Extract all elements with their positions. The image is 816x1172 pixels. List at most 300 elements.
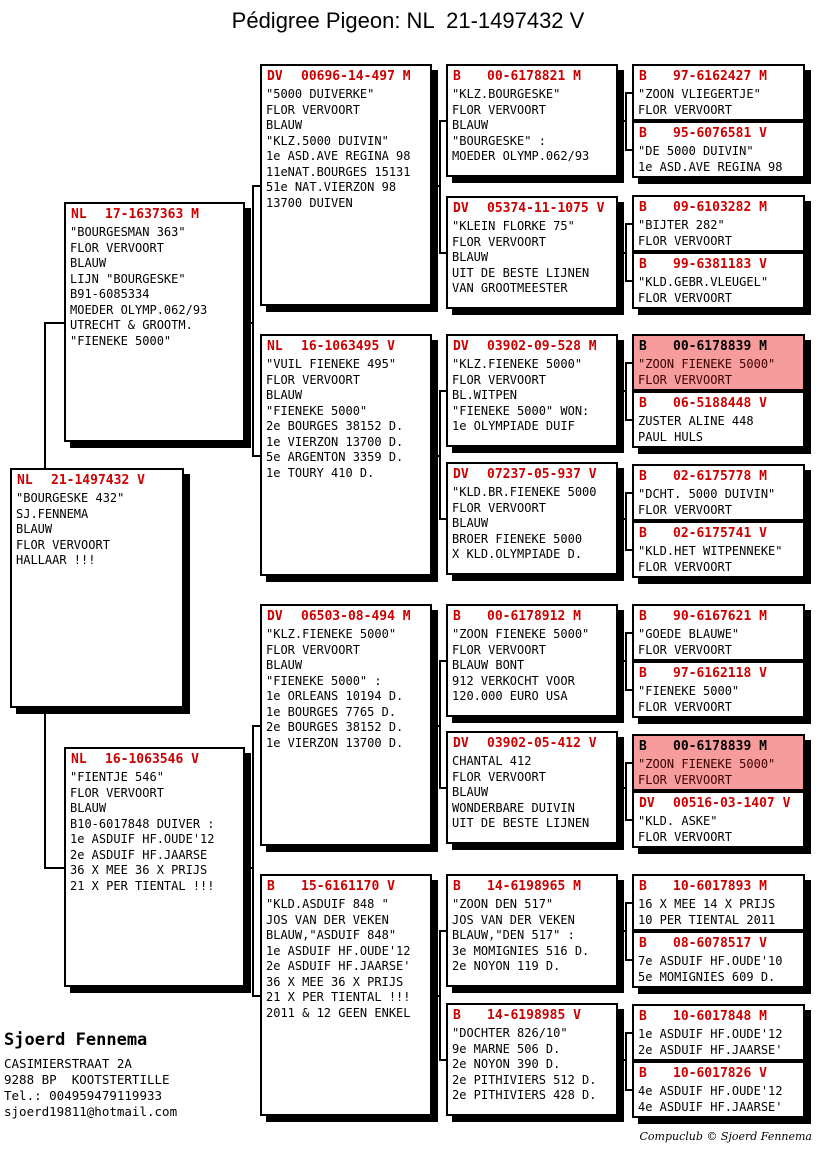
pigeon-info-line: "ZOON DEN 517" xyxy=(452,897,554,911)
pigeon-details xyxy=(262,895,430,1021)
pigeon-details xyxy=(634,952,803,985)
pigeon-info-line: "KLZ.BOURGESKE" xyxy=(452,87,561,101)
owner-address xyxy=(4,1056,177,1120)
country-code: B xyxy=(639,879,647,894)
page-title: Pédigree Pigeon: NL 21-1497432 V xyxy=(231,8,585,33)
connector-line xyxy=(625,223,627,282)
pigeon-info-line: 21 X PER TIENTAL !!! xyxy=(266,990,411,1004)
pigeon-info-line: "KLD. ASKE" xyxy=(638,814,718,828)
pigeon-info-line: "KLD.HET WITPENNEKE" xyxy=(638,544,783,558)
pigeon-info-line: "KLZ.5000 DUIVIN" xyxy=(266,133,389,148)
pedigree-box-gp-2 xyxy=(260,334,432,576)
connector-line xyxy=(625,959,632,961)
connector-line xyxy=(625,902,627,961)
pigeon-details xyxy=(448,355,616,435)
ring-number: 95-6076581 V xyxy=(673,126,767,141)
connector-line xyxy=(439,930,441,1061)
pigeon-info-line: 5e MOMIGNIES 609 D. xyxy=(638,969,776,984)
pedigree-box-gggp-3 xyxy=(632,195,805,252)
pigeon-info-line: 10 PER TIENTAL 2011 xyxy=(638,912,776,927)
ring-number: 05374-11-1075 V xyxy=(487,201,605,216)
pigeon-details xyxy=(634,625,803,658)
pigeon-info-line: VAN GROOTMEESTER xyxy=(452,281,568,295)
pigeon-info-line: 1e VIERZON 13700 D. xyxy=(266,434,404,449)
pedigree-box-gggp-9 xyxy=(632,604,805,661)
pedigree-box-ggp-7 xyxy=(446,874,618,987)
pedigree-box-gp-1 xyxy=(260,64,432,306)
pigeon-info-line: "FIENEKE 5000" WON: xyxy=(452,403,590,418)
connector-line xyxy=(44,867,64,869)
connector-line xyxy=(439,518,446,520)
connector-line xyxy=(44,322,64,324)
ring-number: 90-6167621 M xyxy=(673,609,767,624)
ring-number: 14-6198965 M xyxy=(487,879,581,894)
ring-header xyxy=(448,876,616,895)
pigeon-info-line: WONDERBARE DUIVIN xyxy=(452,800,575,815)
ring-header xyxy=(262,66,430,85)
ring-header xyxy=(634,254,803,273)
ring-header xyxy=(12,470,182,489)
pedigree-box-ggp-2 xyxy=(446,196,618,309)
pigeon-info-line: PAUL HULS xyxy=(638,429,704,444)
country-code: B xyxy=(639,339,647,354)
pigeon-info-line: 1e ASDUIF HF.OUDE'12 xyxy=(70,832,215,846)
pedigree-box-ggp-5 xyxy=(446,604,618,717)
country-code: NL xyxy=(71,752,87,767)
ring-number: 14-6198985 V xyxy=(487,1008,581,1023)
pigeon-details xyxy=(634,355,803,388)
pigeon-info-line: BLAUW xyxy=(70,801,107,815)
connector-line xyxy=(625,762,632,764)
country-code: B xyxy=(639,469,647,484)
connector-line xyxy=(625,280,632,282)
connector-line xyxy=(439,390,441,520)
connector-line xyxy=(618,518,625,520)
connector-line xyxy=(439,660,441,789)
pigeon-info-line: BLAUW BONT xyxy=(452,658,525,672)
connector-line xyxy=(625,549,632,551)
pigeon-info-line: B10-6017848 DUIVER : xyxy=(70,816,215,831)
connector-line xyxy=(439,390,446,392)
ring-number: 00-6178912 M xyxy=(487,609,581,624)
connector-line xyxy=(439,1059,446,1061)
ring-number: 00-6178821 M xyxy=(487,69,581,84)
pigeon-details xyxy=(634,1025,803,1058)
connector-line xyxy=(618,120,625,122)
pigeon-details xyxy=(634,1082,803,1115)
pigeon-info-line: FLOR VERVOORT xyxy=(638,290,732,305)
pigeon-info-line: BLAUW xyxy=(70,256,107,270)
pigeon-info-line: FLOR VERVOORT xyxy=(638,772,732,787)
pigeon-info-line: LIJN "BOURGESKE" xyxy=(70,271,186,286)
watermark: Compuclub © Sjoerd Fennema xyxy=(639,1130,812,1143)
ring-number: 00696-14-497 M xyxy=(301,69,411,84)
connector-line xyxy=(252,185,254,457)
pigeon-info-line: FLOR VERVOORT xyxy=(638,102,732,117)
ring-header xyxy=(448,336,616,355)
ring-number: 16-1063546 V xyxy=(105,752,199,767)
ring-number: 02-6175741 V xyxy=(673,526,767,541)
connector-line xyxy=(432,725,439,727)
ring-number: 17-1637363 M xyxy=(105,207,199,222)
pedigree-box-gggp-8 xyxy=(632,521,805,578)
pigeon-info-line: "ZOON FIENEKE 5000" xyxy=(452,627,590,641)
country-code: NL xyxy=(267,339,283,354)
pedigree-box-gggp-11 xyxy=(632,734,805,791)
pigeon-info-line: "KLD.GEBR.VLEUGEL" xyxy=(638,275,769,289)
ring-number: 00516-03-1407 V xyxy=(673,796,791,811)
pigeon-info-line: BROER FIENEKE 5000 xyxy=(452,531,583,546)
pedigree-box-ggp-1 xyxy=(446,64,618,177)
owner-name: Sjoerd Fennema xyxy=(4,1030,148,1050)
pigeon-info-line: "FIENEKE 5000" : xyxy=(266,673,382,688)
connector-line xyxy=(252,725,254,997)
pedigree-box-ggp-3 xyxy=(446,334,618,447)
connector-line xyxy=(625,92,627,151)
connector-line xyxy=(618,930,625,932)
country-code: DV xyxy=(453,467,469,482)
ring-number: 10-6017893 M xyxy=(673,879,767,894)
pigeon-info-line: FLOR VERVOORT xyxy=(452,642,546,657)
pigeon-info-line: 1e BOURGES 7765 D. xyxy=(266,704,397,719)
pigeon-info-line: JOS VAN DER VEKEN xyxy=(266,912,389,927)
ring-number: 97-6162427 M xyxy=(673,69,767,84)
pigeon-info-line: 1e ASD.AVE REGINA 98 xyxy=(266,149,411,163)
country-code: NL xyxy=(17,473,33,488)
pigeon-info-line: "KLZ.FIENEKE 5000" xyxy=(452,357,583,371)
ring-number: 97-6162118 V xyxy=(673,666,767,681)
pigeon-details xyxy=(634,485,803,518)
pigeon-info-line: BLAUW,"ASDUIF 848" xyxy=(266,928,397,942)
ring-header xyxy=(634,393,803,412)
pigeon-info-line: 11eNAT.BOURGES 15131 xyxy=(266,164,411,179)
pigeon-info-line: BLAUW xyxy=(452,785,489,799)
country-code: B xyxy=(639,1066,647,1081)
pedigree-box-gggp-4 xyxy=(632,252,805,309)
ring-number: 02-6175778 M xyxy=(673,469,767,484)
pedigree-box-gp-4 xyxy=(260,874,432,1116)
pigeon-details xyxy=(66,223,243,349)
pedigree-box-gggp-5 xyxy=(632,334,805,391)
pigeon-info-line: 5e ARGENTON 3359 D. xyxy=(266,450,404,464)
ring-number: 99-6381183 V xyxy=(673,257,767,272)
connector-line xyxy=(252,455,260,457)
pigeon-details xyxy=(634,895,803,928)
connector-line xyxy=(439,660,446,662)
ring-number: 16-1063495 V xyxy=(301,339,395,354)
pigeon-info-line: BL.WITPEN xyxy=(452,388,518,402)
connector-line xyxy=(432,455,439,457)
pigeon-info-line: FLOR VERVOORT xyxy=(452,769,546,784)
pigeon-details xyxy=(66,768,243,894)
ring-header xyxy=(634,1006,803,1025)
pigeon-info-line: sjoerd19811@hotmail.com xyxy=(4,1104,178,1119)
connector-line xyxy=(439,120,441,254)
ring-header xyxy=(448,464,616,483)
pigeon-info-line: "KLD.BR.FIENEKE 5000 xyxy=(452,485,597,499)
pigeon-info-line: CHANTAL 412 xyxy=(452,754,532,768)
ring-header xyxy=(634,197,803,216)
pigeon-details xyxy=(634,682,803,715)
pigeon-info-line: 120.000 EURO USA xyxy=(452,689,568,703)
country-code: B xyxy=(639,526,647,541)
pigeon-info-line: 9e MARNE 506 D. xyxy=(452,1041,561,1056)
pigeon-info-line: "BOURGESMAN 363" xyxy=(70,225,186,239)
pigeon-info-line: BLAUW xyxy=(266,118,303,132)
pigeon-details xyxy=(634,273,803,306)
pigeon-info-line: B91-6085334 xyxy=(70,287,150,301)
pigeon-info-line: "KLZ.FIENEKE 5000" xyxy=(266,627,397,641)
ring-number: 06-5188448 V xyxy=(673,396,767,411)
connector-line xyxy=(618,252,625,254)
pigeon-info-line: "FIENTJE 546" xyxy=(70,770,164,784)
pigeon-details xyxy=(634,142,803,175)
pigeon-info-line: 2e PITHIVIERS 428 D. xyxy=(452,1088,597,1102)
pigeon-info-line: 51e NAT.VIERZON 98 xyxy=(266,180,397,194)
pigeon-details xyxy=(448,483,616,563)
country-code: B xyxy=(639,396,647,411)
ring-header xyxy=(448,66,616,85)
pigeon-info-line: 2e PITHIVIERS 512 D. xyxy=(452,1072,597,1087)
pigeon-info-line: 36 X MEE 36 X PRIJS xyxy=(70,863,208,877)
country-code: DV xyxy=(453,339,469,354)
connector-line xyxy=(618,390,625,392)
pigeon-info-line: UIT DE BESTE LIJNEN xyxy=(452,265,590,280)
country-code: B xyxy=(453,879,461,894)
connector-line xyxy=(625,689,632,691)
pedigree-box-ggp-6 xyxy=(446,731,618,844)
pigeon-info-line: 13700 DUIVEN xyxy=(266,195,353,210)
pigeon-info-line: FLOR VERVOORT xyxy=(452,500,546,515)
pigeon-info-line: 2e BOURGES 38152 D. xyxy=(266,419,404,433)
connector-line xyxy=(439,787,446,789)
pedigree-box-ggp-4 xyxy=(446,462,618,575)
country-code: DV xyxy=(639,796,655,811)
connector-line xyxy=(625,92,632,94)
ring-number: 09-6103282 M xyxy=(673,200,767,215)
pigeon-info-line: MOEDER OLYMP.062/93 xyxy=(452,149,590,163)
connector-line xyxy=(625,1032,627,1091)
pigeon-info-line: UTRECHT & GROOTM. xyxy=(70,318,193,332)
pigeon-details xyxy=(448,895,616,975)
pigeon-details xyxy=(634,755,803,788)
connector-line xyxy=(44,322,46,468)
pigeon-info-line: 2e BOURGES 38152 D. xyxy=(266,720,404,734)
ring-header xyxy=(634,793,803,812)
pigeon-info-line: "BIJTER 282" xyxy=(638,218,725,232)
ring-header xyxy=(634,523,803,542)
pigeon-info-line: 2e ASDUIF HF.JAARSE' xyxy=(266,959,411,973)
pigeon-details xyxy=(634,412,803,445)
country-code: B xyxy=(639,126,647,141)
connector-line xyxy=(625,632,627,691)
pigeon-info-line: 3e MOMIGNIES 516 D. xyxy=(452,943,590,958)
connector-line xyxy=(625,1032,632,1034)
country-code: B xyxy=(639,200,647,215)
ring-number: 15-6161170 V xyxy=(301,879,395,894)
pigeon-info-line: 2011 & 12 GEEN ENKEL xyxy=(266,1005,411,1020)
pigeon-info-line: "VUIL FIENEKE 495" xyxy=(266,357,397,371)
pigeon-details xyxy=(448,85,616,165)
ring-header xyxy=(262,876,430,895)
ring-header xyxy=(262,336,430,355)
ring-header xyxy=(262,606,430,625)
ring-header xyxy=(66,204,243,223)
pigeon-info-line: BLAUW xyxy=(266,388,303,402)
ring-number: 10-6017826 V xyxy=(673,1066,767,1081)
pigeon-info-line: "DOCHTER 826/10" xyxy=(452,1026,568,1040)
connector-line xyxy=(618,1059,625,1061)
pigeon-info-line: FLOR VERVOORT xyxy=(638,502,732,517)
pigeon-info-line: FLOR VERVOORT xyxy=(638,699,732,714)
country-code: DV xyxy=(267,69,283,84)
pigeon-info-line: 36 X MEE 36 X PRIJS xyxy=(266,974,404,989)
connector-line xyxy=(625,632,632,634)
ring-header xyxy=(448,198,616,217)
pigeon-info-line: 2e NOYON 119 D. xyxy=(452,959,561,973)
pigeon-details xyxy=(448,752,616,832)
pigeon-info-line: 1e VIERZON 13700 D. xyxy=(266,735,404,750)
ring-header xyxy=(634,663,803,682)
pigeon-details xyxy=(634,216,803,249)
pigeon-info-line: FLOR VERVOORT xyxy=(638,829,732,844)
connector-line xyxy=(245,867,252,869)
pedigree-box-mother xyxy=(64,747,245,987)
pigeon-info-line: FLOR VERVOORT xyxy=(638,559,732,574)
pigeon-info-line: BLAUW xyxy=(16,522,53,536)
pigeon-info-line: "FIENEKE 5000" xyxy=(266,403,368,418)
pigeon-info-line: FLOR VERVOORT xyxy=(452,234,546,249)
pigeon-info-line: BLAUW xyxy=(452,118,489,132)
connector-line xyxy=(625,419,632,421)
country-code: NL xyxy=(71,207,87,222)
ring-header xyxy=(634,876,803,895)
pigeon-details xyxy=(262,85,430,211)
ring-header xyxy=(634,123,803,142)
ring-header xyxy=(448,733,616,752)
connector-line xyxy=(625,902,632,904)
pigeon-details xyxy=(262,625,430,751)
pigeon-info-line: FLOR VERVOORT xyxy=(70,785,164,800)
connector-line xyxy=(432,995,439,997)
pigeon-info-line: "FIENEKE 5000" xyxy=(638,684,740,698)
pigeon-info-line: 912 VERKOCHT VOOR xyxy=(452,673,575,688)
pigeon-info-line: FLOR VERVOORT xyxy=(16,537,110,552)
pigeon-info-line: "DE 5000 DUIVIN" xyxy=(638,144,754,158)
country-code: DV xyxy=(267,609,283,624)
pedigree-box-gggp-2 xyxy=(632,121,805,178)
pigeon-info-line: "DCHT. 5000 DUIVIN" xyxy=(638,487,776,501)
pigeon-info-line: FLOR VERVOORT xyxy=(638,372,732,387)
pigeon-info-line: "ZOON VLIEGERTJE" xyxy=(638,87,761,101)
pigeon-info-line: 7e ASDUIF HF.OUDE'10 xyxy=(638,954,783,968)
ring-header xyxy=(634,66,803,85)
connector-line xyxy=(44,708,46,867)
ring-header xyxy=(634,933,803,952)
pedigree-box-gggp-6 xyxy=(632,391,805,448)
country-code: B xyxy=(639,609,647,624)
pigeon-info-line: "GOEDE BLAUWE" xyxy=(638,627,740,641)
pigeon-info-line: X KLD.OLYMPIADE D. xyxy=(452,547,583,561)
pigeon-info-line: 1e OLYMPIADE DUIF xyxy=(452,419,575,433)
connector-line xyxy=(439,930,446,932)
pigeon-info-line: FLOR VERVOORT xyxy=(266,642,360,657)
pedigree-box-subject xyxy=(10,468,184,708)
connector-line xyxy=(439,120,446,122)
pigeon-info-line: FLOR VERVOORT xyxy=(452,372,546,387)
ring-header xyxy=(634,1063,803,1082)
pigeon-details xyxy=(262,355,430,481)
pigeon-info-line: 4e ASDUIF HF.JAARSE' xyxy=(638,1099,783,1114)
ring-header xyxy=(448,606,616,625)
pigeon-details xyxy=(448,1024,616,1104)
connector-line xyxy=(625,1089,632,1091)
pedigree-box-ggp-8 xyxy=(446,1003,618,1116)
ring-number: 08-6078517 V xyxy=(673,936,767,951)
country-code: B xyxy=(639,936,647,951)
pigeon-info-line: FLOR VERVOORT xyxy=(266,372,360,387)
pigeon-details xyxy=(634,542,803,575)
pigeon-info-line: 1e ORLEANS 10194 D. xyxy=(266,689,404,703)
connector-line xyxy=(625,762,627,821)
country-code: B xyxy=(453,609,461,624)
country-code: B xyxy=(639,1009,647,1024)
ring-number: 21-1497432 V xyxy=(51,473,145,488)
country-code: B xyxy=(639,666,647,681)
ring-header xyxy=(634,606,803,625)
connector-line xyxy=(625,362,627,421)
pigeon-info-line: BLAUW xyxy=(452,250,489,264)
pigeon-info-line: HALLAAR !!! xyxy=(16,553,96,567)
pigeon-info-line: 1e TOURY 410 D. xyxy=(266,465,375,480)
country-code: DV xyxy=(453,201,469,216)
pigeon-info-line: 1e ASD.AVE REGINA 98 xyxy=(638,159,783,174)
connector-line xyxy=(618,660,625,662)
pigeon-info-line: "KLD.ASDUIF 848 " xyxy=(266,897,389,911)
pigeon-info-line: 9288 BP KOOTSTERTILLE xyxy=(4,1072,170,1087)
connector-line xyxy=(625,492,627,551)
ring-header xyxy=(634,736,803,755)
country-code: B xyxy=(639,69,647,84)
pigeon-info-line: FLOR VERVOORT xyxy=(638,233,732,248)
pedigree-box-gggp-12 xyxy=(632,791,805,848)
pigeon-info-line: "KLEIN FLORKE 75" xyxy=(452,219,575,233)
pigeon-details xyxy=(448,625,616,705)
connector-line xyxy=(625,362,632,364)
pigeon-info-line: SJ.FENNEMA xyxy=(16,506,89,521)
pigeon-info-line: "ZOON FIENEKE 5000" xyxy=(638,757,776,771)
pedigree-box-gggp-16 xyxy=(632,1061,805,1118)
ring-number: 03902-05-412 V xyxy=(487,736,597,751)
pigeon-info-line: 1e ASDUIF HF.OUDE'12 xyxy=(638,1027,783,1041)
pigeon-details xyxy=(634,85,803,118)
country-code: B xyxy=(453,69,461,84)
pedigree-box-gp-3 xyxy=(260,604,432,846)
connector-line xyxy=(625,149,632,151)
ring-number: 10-6017848 M xyxy=(673,1009,767,1024)
connector-line xyxy=(439,252,446,254)
pigeon-info-line: 2e NOYON 390 D. xyxy=(452,1057,561,1071)
connector-line xyxy=(432,185,439,187)
pedigree-box-gggp-10 xyxy=(632,661,805,718)
ring-header xyxy=(448,1005,616,1024)
connector-line xyxy=(252,725,260,727)
pigeon-info-line: "5000 DUIVERKE" xyxy=(266,87,375,101)
ring-header xyxy=(634,466,803,485)
connector-line xyxy=(252,185,260,187)
ring-number: 00-6178839 M xyxy=(673,739,767,754)
pedigree-box-gggp-15 xyxy=(632,1004,805,1061)
